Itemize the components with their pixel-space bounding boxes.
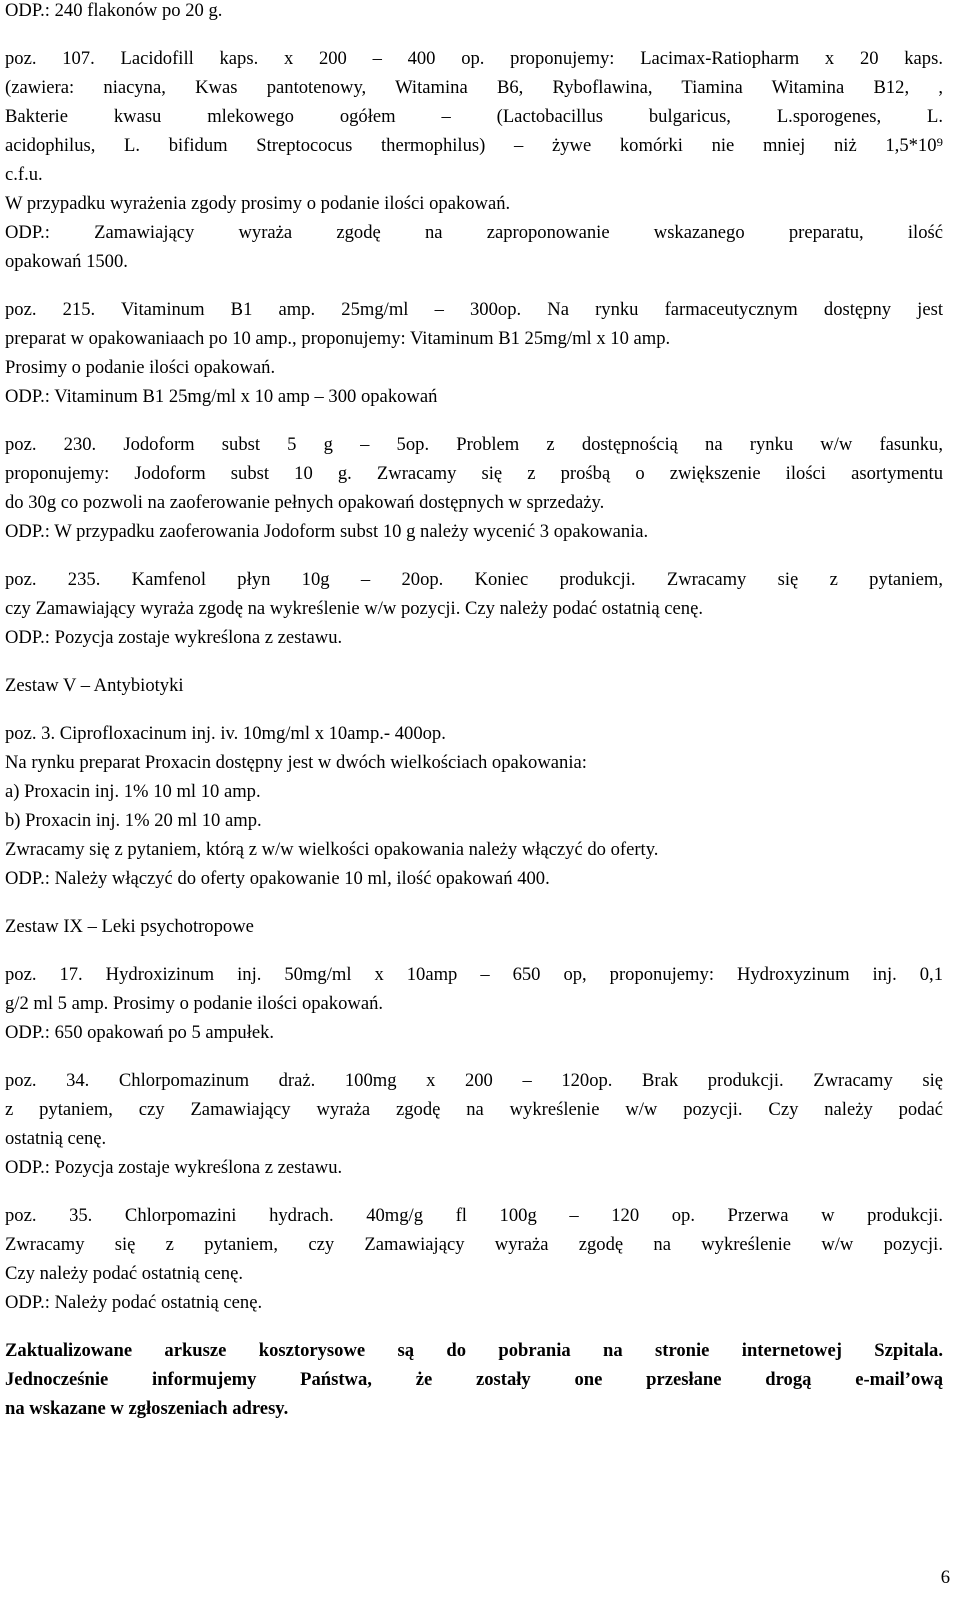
text-line: W przypadku wyrażenia zgody prosimy o podanie ilości opakowań. [5,193,511,214]
text-line: poz. 235. Kamfenol płyn 10g – 20op. Koniec produkcji. Zwracamy się z pytaniem, [5,569,943,590]
text-line: preparat w opakowaniaach po 10 amp., proponujemy: Vitaminum B1 25mg/ml x 10 amp. [5,328,671,349]
text-line: c.f.u. [5,164,43,185]
text-line: poz. 34. Chlorpomazinum draż. 100mg x 200 – 120op. Brak produkcji. Zwracamy się [5,1070,943,1091]
section-heading: Zestaw IX – Leki psychotropowe [5,916,254,937]
text-line: Prosimy o podanie ilości opakowań. [5,357,276,378]
text-line: Zwracamy się z pytaniem, którą z w/w wielkości opakowania należy włączyć do oferty. [5,839,659,860]
text-line: ODP.: 240 flakonów po 20 g. [5,0,223,21]
text-line: poz. 35. Chlorpomazini hydrach. 40mg/g fl 100g – 120 op. Przerwa w produkcji. [5,1205,943,1226]
notice-line: Zaktualizowane arkusze kosztorysowe są do pobrania na stronie internetowej Szpitala. [5,1340,943,1361]
text-line: Zwracamy się z pytaniem, czy Zamawiający wyraża zgodę na wykreślenie w/w pozycji. [5,1234,943,1255]
text-line: czy Zamawiający wyraża zgodę na wykreślenie w/w pozycji. Czy należy podać ostatnią cenę. [5,598,703,619]
text-line: poz. 3. Ciprofloxacinum inj. iv. 10mg/ml x 10amp.- 400op. [5,723,446,744]
text-line: poz. 17. Hydroxizinum inj. 50mg/ml x 10amp – 650 op, proponujemy: Hydroxyzinum inj. 0,1 [5,964,943,985]
text-line: Na rynku preparat Proxacin dostępny jest w dwóch wielkościach opakowania: [5,752,587,773]
text-line: poz. 107. Lacidofill kaps. x 200 – 400 op. proponujemy: Lacimax-Ratiopharm x 20 kaps. [5,48,943,69]
notice-line: na wskazane w zgłoszeniach adresy. [5,1398,289,1419]
section-heading: Zestaw V – Antybiotyki [5,675,184,696]
text-line: ODP.: Należy podać ostatnią cenę. [5,1292,263,1313]
text-line: ODP.: Zamawiający wyraża zgodę na zaproponowanie wskazanego preparatu, ilość [5,222,943,243]
page-number: 6 [940,1567,950,1588]
text-line: do 30g co pozwoli na zaoferowanie pełnych opakowań dostępnych w sprzedaży. [5,492,605,513]
text-line: Bakterie kwasu mlekowego ogółem – (Lactobacillus bulgaricus, L.sporogenes, L. [5,106,943,127]
text-line: ODP.: Pozycja zostaje wykreślona z zestawu. [5,627,343,648]
text-line: a) Proxacin inj. 1% 10 ml 10 amp. [5,781,261,802]
text-line: ostatnią cenę. [5,1128,107,1149]
text-line: acidophilus, L. bifidum Streptococus thermophilus) – żywe komórki nie mniej niż 1,5*10⁹ [5,135,943,156]
notice-line: Jednocześnie informujemy Państwa, że zostały one przesłane drogą e-mail’ową [5,1369,943,1390]
text-line: Czy należy podać ostatnią cenę. [5,1263,243,1284]
text-line: poz. 230. Jodoform subst 5 g – 5op. Problem z dostępnością na rynku w/w fasunku, [5,434,943,455]
text-line: g/2 ml 5 amp. Prosimy o podanie ilości opakowań. [5,993,384,1014]
text-line: ODP.: W przypadku zaoferowania Jodoform subst 10 g należy wycenić 3 opakowania. [5,521,649,542]
text-line: poz. 215. Vitaminum B1 amp. 25mg/ml – 300op. Na rynku farmaceutycznym dostępny jest [5,299,943,320]
text-line: b) Proxacin inj. 1% 20 ml 10 amp. [5,810,262,831]
text-line: proponujemy: Jodoform subst 10 g. Zwracamy się z prośbą o zwiększenie ilości asortymentu [5,463,943,484]
text-line: ODP.: Należy włączyć do oferty opakowanie 10 ml, ilość opakowań 400. [5,868,550,889]
text-line: z pytaniem, czy Zamawiający wyraża zgodę na wykreślenie w/w pozycji. Czy należy podać [5,1099,943,1120]
text-line: ODP.: Pozycja zostaje wykreślona z zestawu. [5,1157,343,1178]
text-line: (zawiera: niacyna, Kwas pantotenowy, Witamina B6, Ryboflawina, Tiamina Witamina B12, , [5,77,943,98]
text-line: opakowań 1500. [5,251,128,272]
text-line: ODP.: Vitaminum B1 25mg/ml x 10 amp – 300 opakowań [5,386,438,407]
text-line: ODP.: 650 opakowań po 5 ampułek. [5,1022,275,1043]
